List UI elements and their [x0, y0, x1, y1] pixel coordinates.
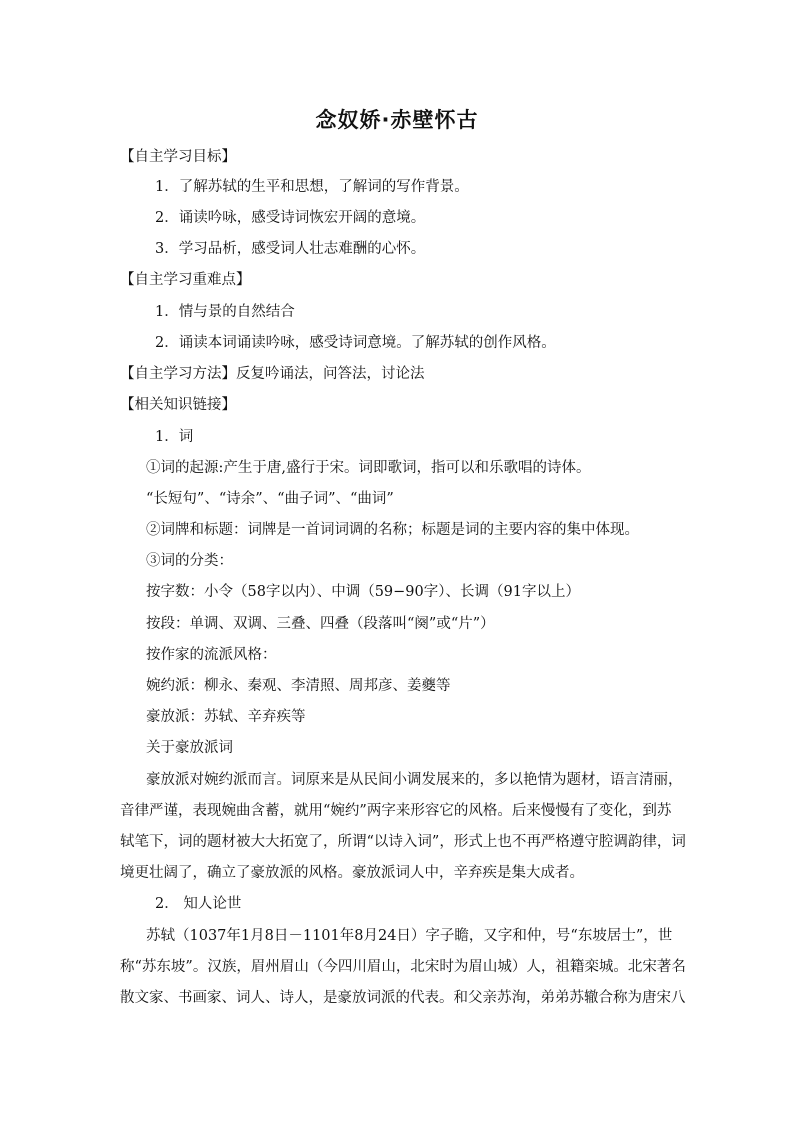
ci-alias: “长短句”、“诗余”、“曲子词”、“曲词” [146, 491, 394, 507]
goal-item-1: 1．了解苏轼的生平和思想，了解词的写作背景。 [155, 179, 469, 195]
ci-by-style: 按作家的流派风格： [146, 647, 277, 663]
document-title: 念奴娇·赤壁怀古 [315, 108, 479, 132]
goal-item-2: 2．诵读吟咏，感受诗词恢宏开阔的意境。 [155, 210, 426, 226]
haofang-para-line-3: 轼笔下，词的题材被大大拓宽了，所谓“以诗入词”，形式上也不再严格遵守腔调韵律，词 [120, 834, 686, 850]
haofang-para-line-4: 境更壮阔了，确立了豪放派的风格。豪放派词人中，辛弃疾是集大成者。 [120, 865, 584, 881]
section-heading-goals: 【自主学习目标】 [120, 149, 236, 165]
ci-by-length: 按字数：小令（58字以内）、中调（59−90字）、长调（91字以上） [146, 584, 580, 600]
ci-by-section: 按段：单调、双调、三叠、四叠（段落叫“阕”或“片”） [146, 616, 495, 632]
knowledge-item-ci: 1．词 [155, 429, 194, 445]
section-heading-knowledge: 【相关知识链接】 [120, 397, 236, 413]
ci-wanyue: 婉约派：柳永、秦观、李清照、周邦彦、姜夔等 [146, 678, 451, 694]
author-para-line-1: 苏轼（1037年1月8日－1101年8月24日）字子瞻，又字和仲，号“东坡居士”，世 [146, 928, 673, 944]
ci-haofang: 豪放派：苏轼、辛弃疾等 [146, 709, 306, 725]
section-heading-key-points: 【自主学习重难点】 [120, 272, 251, 288]
author-para-line-3: 散文家、书画家、词人、诗人，是豪放词派的代表。和父亲苏洵，弟弟苏辙合称为唐宋八 [120, 990, 686, 1006]
section-heading-methods: 【自主学习方法】反复吟诵法，问答法，讨论法 [120, 366, 425, 382]
ci-origin: ①词的起源:产生于唐,盛行于宋。词即歌词，指可以和乐歌唱的诗体。 [146, 460, 591, 476]
ci-category: ③词的分类： [146, 553, 233, 569]
goal-item-3: 3．学习品析，感受词人壮志难酬的心怀。 [155, 241, 426, 257]
key-point-2: 2．诵读本词诵读吟咏，感受诗词意境。了解苏轼的创作风格。 [155, 335, 556, 351]
haofang-heading: 关于豪放派词 [146, 740, 233, 756]
knowledge-item-author: 2． 知人论世 [155, 896, 242, 912]
key-point-1: 1．情与景的自然结合 [155, 304, 295, 320]
haofang-para-line-2: 音律严谨，表现婉曲含蓄，就用“婉约”两字来形容它的风格。后来慢慢有了变化，到苏 [120, 803, 672, 819]
haofang-para-line-1: 豪放派对婉约派而言。词原来是从民间小调发展来的，多以艳情为题材，语言清丽， [146, 772, 683, 788]
ci-title-name: ②词牌和标题：词牌是一首词词调的名称；标题是词的主要内容的集中体现。 [146, 522, 639, 538]
author-para-line-2: 称“苏东坡”。汉族，眉州眉山（今四川眉山，北宋时为眉山城）人，祖籍栾城。北宋著名 [120, 959, 686, 975]
